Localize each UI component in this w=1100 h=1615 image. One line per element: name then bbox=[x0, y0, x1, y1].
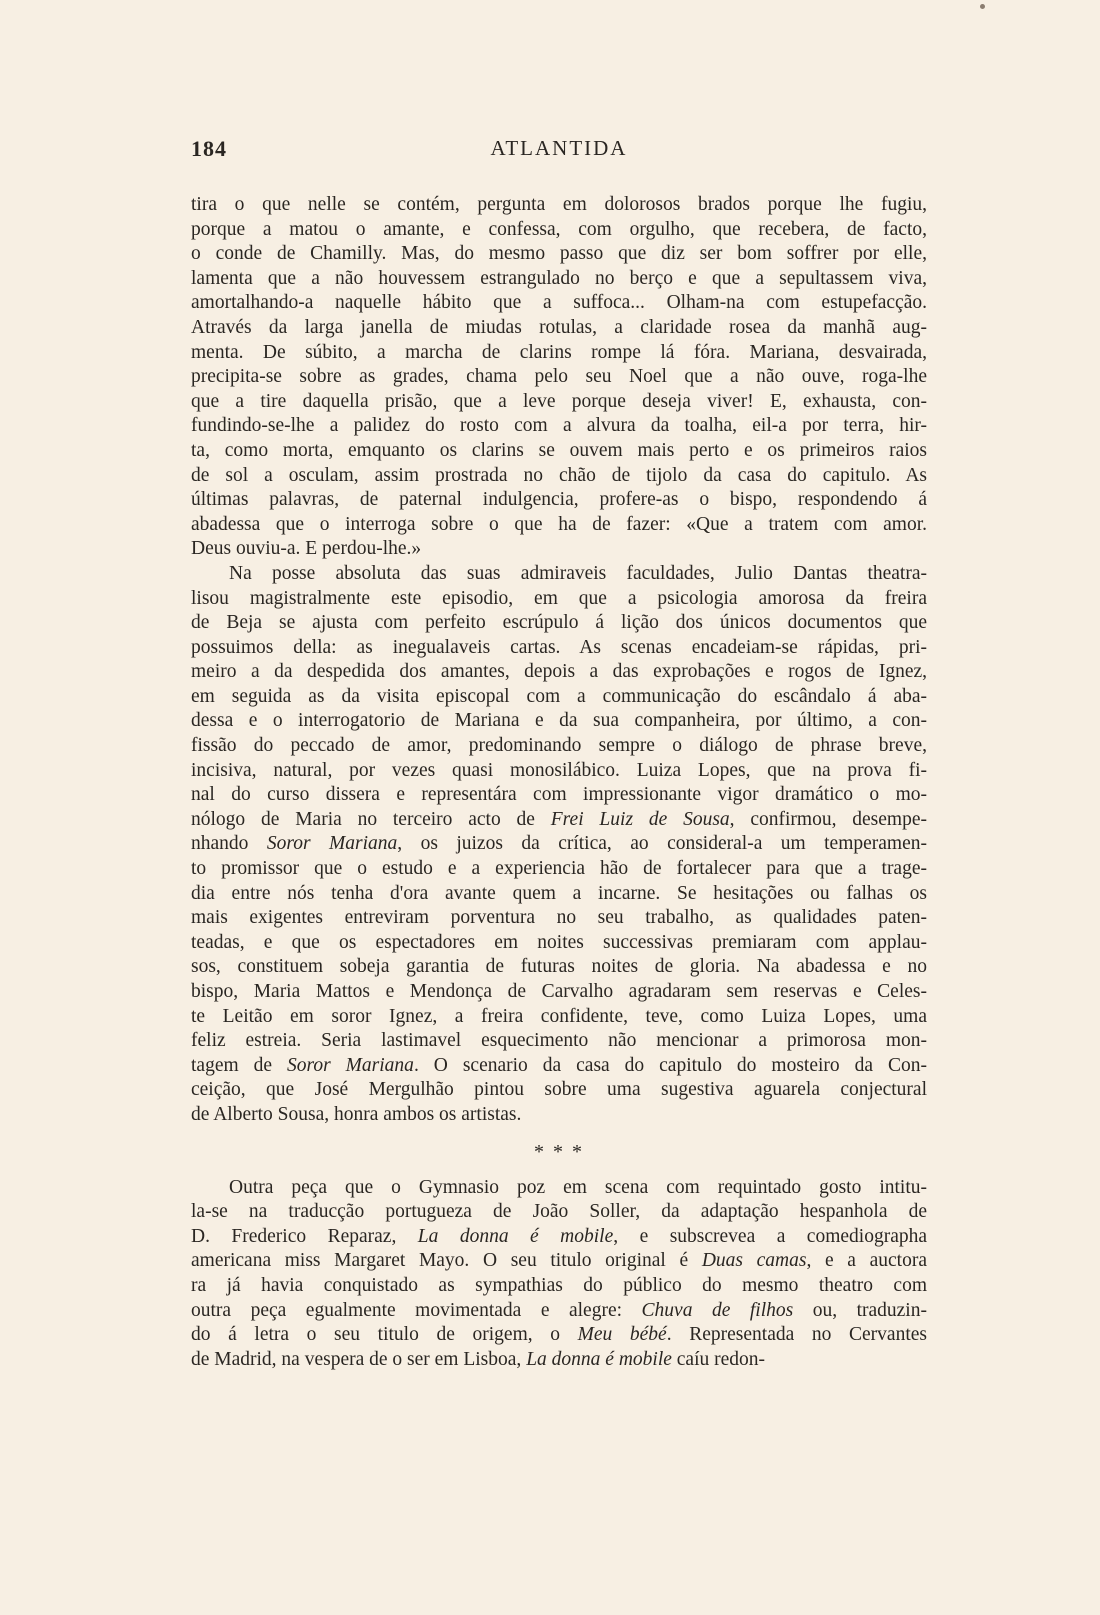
italic-title: La donna é mobile bbox=[417, 1225, 614, 1247]
text-line: ceição, que José Mergulhão pintou sobre uma sugestiva aguarela conjectural bbox=[191, 1079, 927, 1101]
text-line: dessa e o interrogatorio de Mariana e da sua companheira, por último, a con- bbox=[191, 710, 927, 732]
text-line: últimas palavras, de paternal indulgencia, profere-as o bispo, respondendo á bbox=[191, 489, 927, 511]
text-line bbox=[191, 1054, 927, 1079]
text-line: de Beja se ajusta com perfeito escrúpulo á lição dos únicos documentos que bbox=[191, 612, 927, 634]
text-line bbox=[191, 1225, 927, 1250]
text-line: ra já havia conquistado as sympathias do público do mesmo theatro com bbox=[191, 1274, 927, 1296]
section-separator: * * * bbox=[534, 1140, 584, 1163]
text-line bbox=[191, 1348, 927, 1373]
italic-title: La donna é mobile bbox=[526, 1348, 672, 1370]
italic-title: Duas camas bbox=[701, 1250, 807, 1272]
text-run: , os juizos da crítica, ao consideral-a um temperamen- bbox=[397, 833, 927, 855]
italic-title: Soror Mariana bbox=[266, 833, 398, 855]
text-line: possuimos della: as inegualaveis cartas. As scenas encadeiam-se rápidas, pri- bbox=[191, 636, 927, 658]
text-line: que a tire daquella prisão, que a leve porque deseja viver! E, exhausta, con- bbox=[191, 390, 927, 412]
text-line: to promissor que o estudo e a experiencia hão de fortalecer para que a trage- bbox=[191, 858, 927, 880]
text-line bbox=[191, 832, 927, 857]
text-line: incisiva, natural, por vezes quasi monosilábico. Luiza Lopes, que na prova fi- bbox=[191, 759, 927, 781]
text-line: sos, constituem sobeja garantia de futuras noites de gloria. Na abadessa e no bbox=[191, 956, 927, 978]
text-line bbox=[191, 808, 927, 833]
text-run: americana miss Margaret Mayo. O seu titulo original é bbox=[191, 1250, 702, 1272]
text-line: porque a matou o amante, e confessa, com orgulho, que recebera, de facto, bbox=[191, 218, 927, 240]
page-number: 184 bbox=[191, 136, 227, 161]
text-line: Deus ouviu-a. E perdou-lhe.» bbox=[191, 538, 422, 560]
text-run: , e a auctora bbox=[806, 1250, 927, 1272]
text-run: . Representada no Cervantes bbox=[666, 1324, 927, 1346]
text-run: ou, traduzin- bbox=[793, 1299, 927, 1321]
paper-speck bbox=[980, 4, 985, 9]
text-line: meiro a da despedida dos amantes, depois a das exprobações e rogos de Ignez, bbox=[191, 661, 927, 683]
text-line: em seguida as da visita episcopal com a communicação do escândalo á aba- bbox=[191, 685, 927, 707]
text-line: tira o que nelle se contém, pergunta em dolorosos brados porque lhe fugiu, bbox=[191, 194, 927, 215]
italic-title: Soror Mariana bbox=[287, 1054, 414, 1076]
text-line: ta, como morta, emquanto os clarins se ouvem mais perto e os primeiros raios bbox=[191, 439, 927, 461]
text-line: amortalhando-a naquelle hábito que a suffoca... Olham-na com estupefacção. bbox=[191, 292, 927, 314]
italic-title: Chuva de filhos bbox=[641, 1299, 794, 1321]
text-line: teadas, e que os espectadores em noites successivas premiaram com applau- bbox=[191, 931, 927, 953]
paragraph-1 bbox=[191, 193, 927, 562]
text-run: . O scenario da casa do capitulo do mosteiro da Con- bbox=[413, 1054, 927, 1076]
text-run: outra peça egualmente movimentada e alegre: bbox=[191, 1299, 642, 1321]
text-run: , e subscrevea a comediographa bbox=[613, 1225, 928, 1247]
text-run: tagem de bbox=[191, 1054, 287, 1076]
text-line: fissão do peccado de amor, predominando sempre o diálogo de phrase breve, bbox=[191, 735, 927, 757]
text-line bbox=[191, 1299, 927, 1324]
text-run: D. Frederico Reparaz, bbox=[191, 1225, 418, 1247]
text-line: precipita-se sobre as grades, chama pelo seu Noel que a não ouve, roga-lhe bbox=[191, 366, 927, 388]
text-line: lamenta que a não houvessem estrangulado no berço e que a sepultassem viva, bbox=[191, 267, 927, 289]
page-header bbox=[191, 136, 927, 166]
article-body bbox=[191, 193, 927, 1372]
text-line: de Alberto Sousa, honra ambos os artistas. bbox=[191, 1103, 522, 1125]
italic-title: Frei Luiz de Sousa bbox=[550, 808, 730, 830]
text-line: abadessa que o interroga sobre o que ha de fazer: «Que a tratem com amor. bbox=[191, 513, 927, 535]
text-run: nhando bbox=[191, 833, 267, 855]
text-run: do á letra o seu titulo de origem, o bbox=[191, 1324, 578, 1346]
text-line: Através da larga janella de miudas rotulas, a claridade rosea da manhã aug- bbox=[191, 316, 927, 338]
text-line: te Leitão em soror Ignez, a freira confidente, teve, como Luiza Lopes, uma bbox=[191, 1005, 927, 1027]
text-line: lisou magistralmente este episodio, em que a psicologia amorosa da freira bbox=[191, 587, 927, 609]
italic-title: Meu bébé bbox=[577, 1324, 667, 1346]
text-line: Na posse absoluta das suas admiraveis faculdades, Julio Dantas theatra- bbox=[229, 562, 927, 584]
paragraph-2 bbox=[191, 562, 927, 1128]
text-line: bispo, Maria Mattos e Mendonça de Carvalho agradaram sem reservas e Celes- bbox=[191, 981, 927, 1002]
text-line: o conde de Chamilly. Mas, do mesmo passo que diz ser bom soffrer por elle, bbox=[191, 243, 927, 265]
text-run: , confirmou, desempe- bbox=[729, 808, 927, 830]
text-line: feliz estreia. Seria lastimavel esquecimento não mencionar a primorosa mon- bbox=[191, 1030, 927, 1052]
text-line bbox=[191, 1249, 927, 1274]
text-run: caíu redon- bbox=[671, 1348, 766, 1370]
text-line: mais exigentes entreviram porventura no seu trabalho, as qualidades paten- bbox=[191, 907, 927, 929]
text-line: Outra peça que o Gymnasio poz em scena com requintado gosto intitu- bbox=[229, 1176, 927, 1198]
text-line: fundindo-se-lhe a palidez do rosto com a alvura da toalha, eil-a por terra, hir- bbox=[191, 415, 927, 437]
text-line: de sol a osculam, assim prostrada no chão de tijolo da casa do capitulo. As bbox=[191, 464, 927, 486]
text-line bbox=[191, 1323, 927, 1348]
text-line: menta. De súbito, a marcha de clarins rompe lá fóra. Mariana, desvairada, bbox=[191, 341, 927, 363]
paragraph-3 bbox=[191, 1176, 927, 1373]
text-line: dia entre nós tenha d'ora avante quem a incarne. Se hesitações ou falhas os bbox=[191, 882, 927, 904]
running-title: ATLANTIDA bbox=[490, 136, 628, 160]
text-run: nólogo de Maria no terceiro acto de bbox=[191, 808, 551, 830]
text-run: de Madrid, na vespera de o ser em Lisboa, bbox=[191, 1348, 527, 1370]
text-line: la-se na traducção portugueza de João Soller, da adaptação hespanhola de bbox=[191, 1201, 927, 1223]
text-line: nal do curso dissera e representára com impressionante vigor dramático o mo- bbox=[191, 784, 927, 806]
